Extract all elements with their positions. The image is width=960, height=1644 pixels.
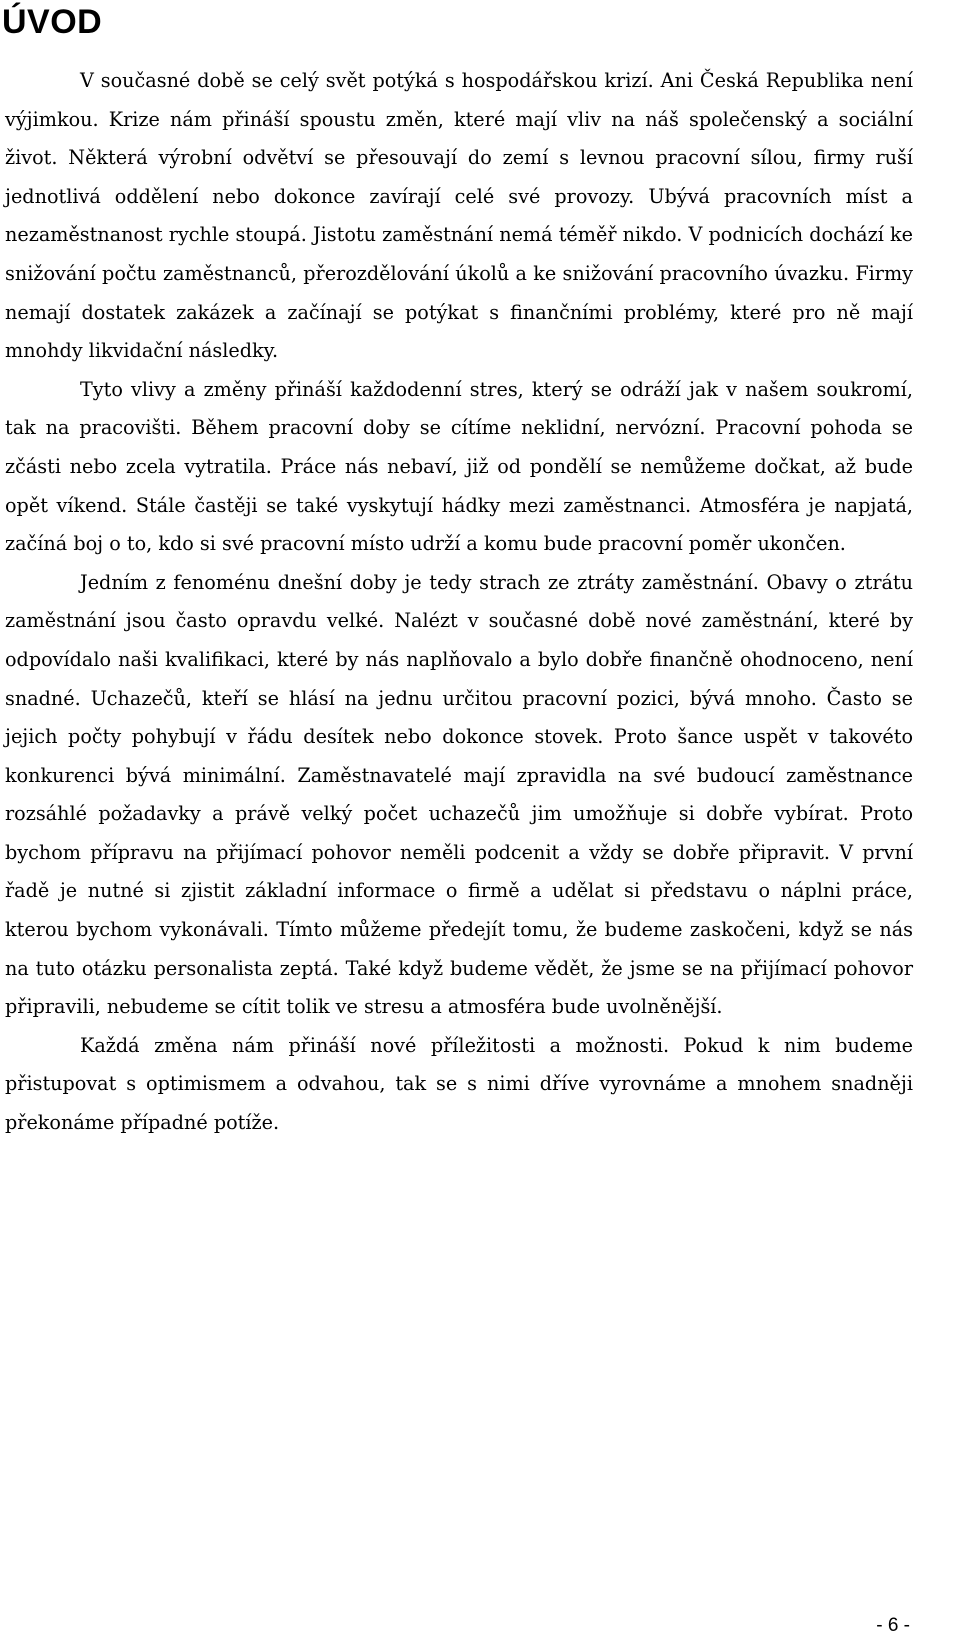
paragraph-1: V současné době se celý svět potýká s hospodářskou krizí. Ani Česká Republika není výjimkou. Krize nám přináší spoustu změn, které mají vliv na náš společenský a sociální život. Některá výrobní odvětví se přesouvají do zemí s levnou pracovní sílou, firmy ruší jednotlivá oddělení nebo dokonce zavírají celé své provozy. Ubývá pracovních míst a nezaměstnanost rychle stoupá. Jistotu zaměstnání nemá téměř nikdo. V podnicích dochází ke snižování počtu zaměstnanců, přerozdělování úkolů a ke snižování pracovního úvazku. Firmy nemají dostatek zakázek a začínají se potýkat s finančními problémy, které pro ně mají mnohdy likvidační následky. xyxy=(5,69,913,363)
paragraph-4: Každá změna nám přináší nové příležitosti a možnosti. Pokud k nim budeme přistupovat s optimismem a odvahou, tak se s nimi dříve vyrovnáme a mnohem snadněji překonáme případné potíže. xyxy=(5,1033,913,1135)
page-number: - 6 - xyxy=(876,1615,910,1636)
paragraph-3: Jedním z fenoménu dnešní doby je tedy strach ze ztráty zaměstnání. Obavy o ztrátu zaměstnání jsou často opravdu velké. Nalézt v současné době nové zaměstnání, které by odpovídalo naši kvalifikaci, které by nás naplňovalo a bylo dobře finančně ohodnoceno, není snadné. Uchazečů, kteří se hlásí na jednu určitou pracovní pozici, bývá mnoho. Často se jejich počty pohybují v řádu desítek nebo dokonce stovek. Proto šance uspět v takovéto konkurenci bývá minimální. Zaměstnavatelé mají zpravidla na své budoucí zaměstnance rozsáhlé požadavky a právě velký počet uchazečů jim umožňuje si dobře vybírat. Proto bychom přípravu na přijímací pohovor neměli podcenit a vždy se dobře připravit. V první řadě je nutné si zjistit základní informace o firmě a udělat si představu o náplni práce, kterou bychom vykonávali. Tímto můžeme předejít tomu, že budeme zaskočeni, když se nás na tuto otázku personalista zeptá. Také když budeme vědět, že jsme se na přijímací pohovor připravili, nebudeme se cítit tolik ve stresu a atmosféra bude uvolněnější. xyxy=(5,570,913,1019)
section-heading: ÚVOD xyxy=(2,3,103,41)
paragraph-2: Tyto vlivy a změny přináší každodenní stres, který se odráží jak v našem soukromí, tak na pracovišti. Během pracovní doby se cítíme neklidní, nervózní. Pracovní pohoda se zčásti nebo zcela vytratila. Práce nás nebaví, již od pondělí se nemůžeme dočkat, až bude opět víkend. Stále častěji se také vyskytují hádky mezi zaměstnanci. Atmosféra je napjatá, začíná boj o to, kdo si své pracovní místo udrží a komu bude pracovní poměr ukončen. xyxy=(5,377,913,556)
body-text xyxy=(5,62,913,1143)
